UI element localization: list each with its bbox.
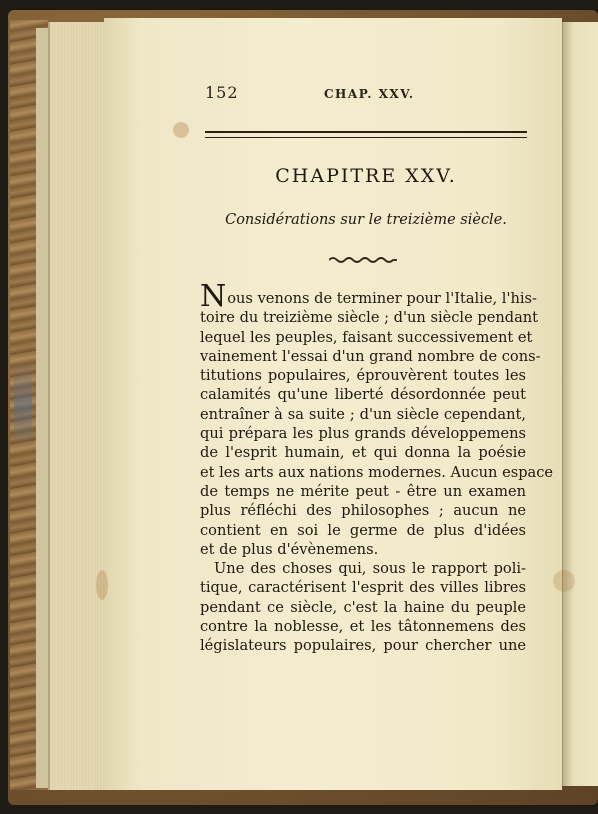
page-edges [48, 22, 108, 790]
facing-page-edge [562, 22, 598, 786]
chapter-title: CHAPITRE XXV. [275, 165, 457, 187]
text-line: et les arts aux nations modernes. Aucun espace [200, 463, 554, 481]
text-line: contient en soi le germe de plus d'idées [200, 521, 526, 539]
text-line [200, 279, 537, 314]
text-line: toire du treizième siècle ; d'un siècle pendant [200, 309, 539, 327]
text-line: législateurs populaires, pour chercher une [200, 637, 526, 655]
foxing-stain [173, 122, 189, 138]
foxing-stain [553, 570, 575, 592]
text-line: calamités qu'une liberté désordonnée peut [200, 386, 526, 404]
text-line: qui prépara les plus grands développemens [200, 425, 526, 443]
text-line: Une des choses qui, sous le rapport poli- [214, 560, 526, 578]
text-line: pendant ce siècle, c'est la haine du peuple [200, 598, 526, 616]
running-head: CHAP. XXV. [324, 87, 415, 101]
text-line-content: ous venons de terminer pour l'Italie, l'his- [227, 290, 537, 307]
text-line: contre la noblesse, et les tâtonnemens des [200, 618, 526, 636]
drop-cap: N [200, 279, 227, 314]
text-line: entraîner à sa suite ; d'un siècle cependant, [200, 405, 526, 423]
text-line: titutions populaires, éprouvèrent toutes les [200, 367, 526, 385]
text-line: vainement l'essai d'un grand nombre de cons- [200, 347, 541, 365]
body-text [200, 279, 554, 656]
text-line: lequel les peuples, faisant successivement et [200, 328, 533, 346]
foxing-stain [96, 570, 108, 600]
text-line: plus réfléchi des philosophes ; aucun ne [200, 502, 526, 520]
marbled-binding-accent [14, 360, 32, 450]
text-line: tique, caractérisent l'esprit des villes libres [200, 579, 526, 597]
page-number: 152 [205, 83, 239, 102]
ornament-divider [329, 255, 397, 265]
text-line: de temps ne mérite peut - être un examen [200, 482, 526, 500]
text-line: de l'esprit humain, et qui donna la poésie [200, 444, 526, 462]
chapter-subtitle: Considérations sur le treizième siècle. [225, 212, 507, 228]
header-rule-thick [205, 131, 527, 133]
text-line: et de plus d'évènemens. [200, 540, 379, 558]
header-rule-thin [205, 137, 527, 138]
